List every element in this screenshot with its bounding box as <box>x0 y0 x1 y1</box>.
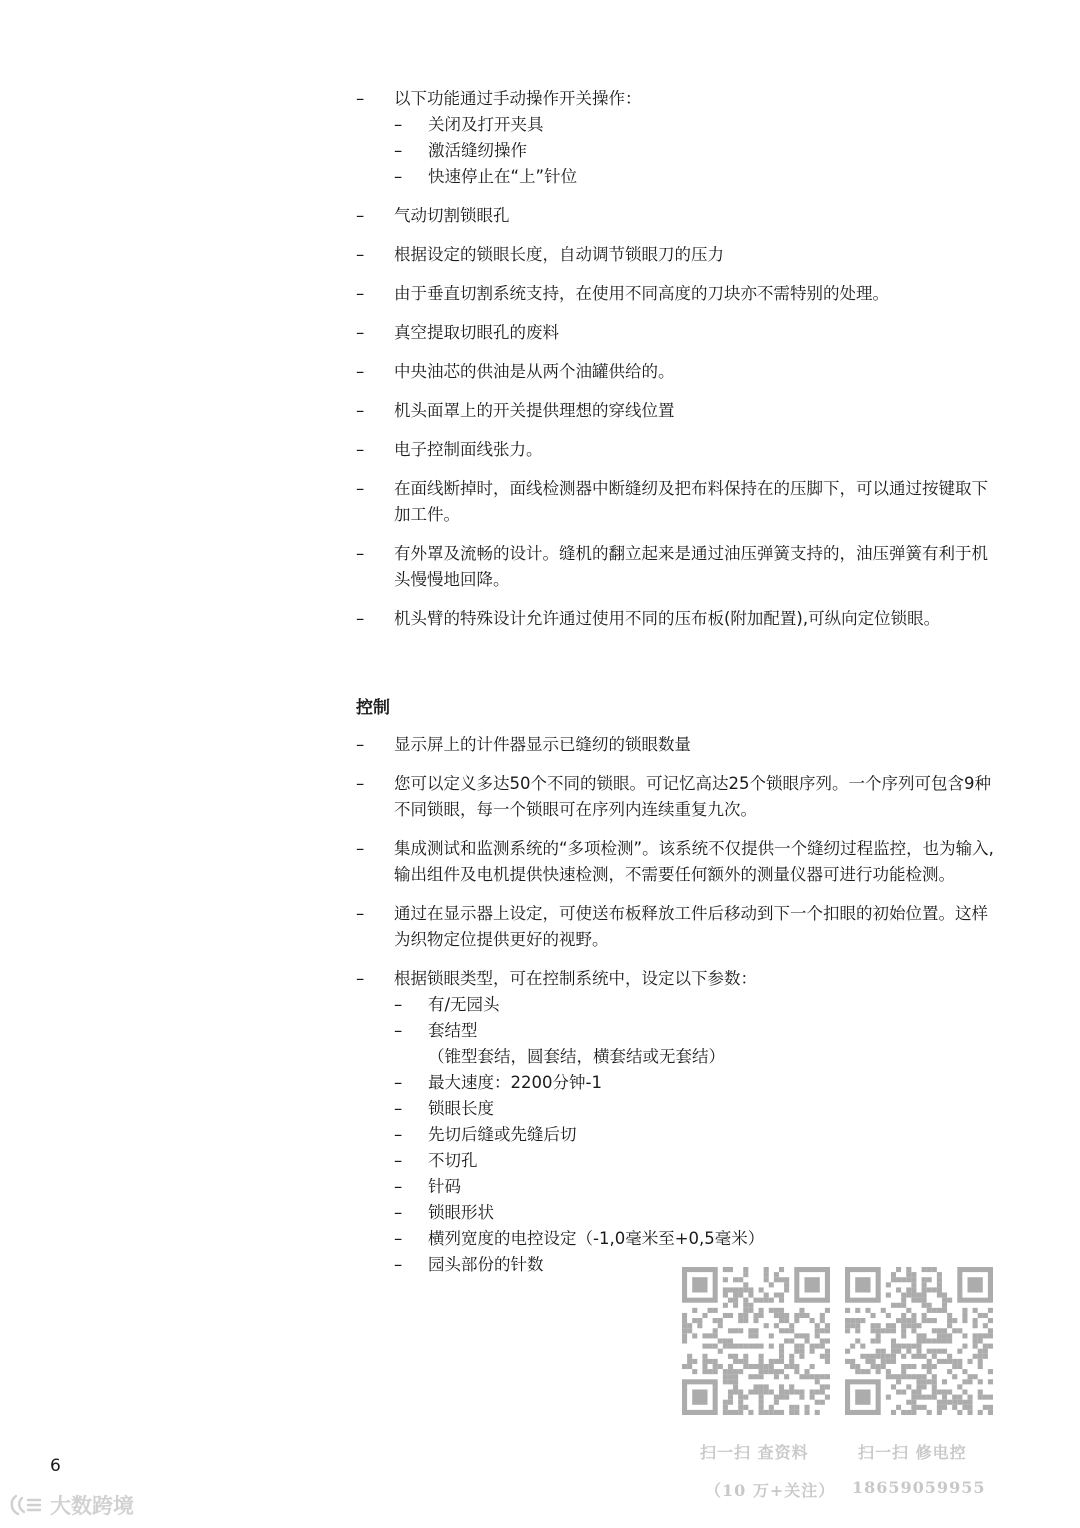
dash-bullet: – <box>394 1229 403 1248</box>
control-heading: 控制 <box>356 698 390 718</box>
features-list <box>356 86 996 645</box>
dash-bullet: – <box>394 1073 403 1092</box>
qr-code-right-graphic <box>845 1267 993 1415</box>
list-item <box>356 901 996 953</box>
sub-list-item-text: 园头部份的针数 <box>428 1255 544 1274</box>
watermark-right-sub: 18659059955 <box>852 1478 986 1497</box>
sub-list-item-text: 不切孔 <box>428 1151 478 1170</box>
dash-bullet: – <box>394 1125 403 1144</box>
dash-bullet: – <box>356 544 365 563</box>
sub-list-item-text: 锁眼形状 <box>428 1203 494 1222</box>
dash-bullet: – <box>356 440 365 459</box>
list-item-text: 真空提取切眼孔的废料 <box>394 323 559 342</box>
list-item-text: 由于垂直切割系统支持，在使用不同高度的刀块亦不需特别的处理。 <box>394 284 889 303</box>
list-item <box>356 86 996 190</box>
control-list <box>356 732 996 1291</box>
sub-list-item-note: （锥型套结，圆套结，横套结或无套结） <box>428 1047 725 1066</box>
dash-bullet: – <box>394 1177 403 1196</box>
list-item <box>356 732 996 758</box>
page-number: 6 <box>50 1456 61 1476</box>
dash-bullet: – <box>356 284 365 303</box>
list-item-text: 中央油芯的供油是从两个油罐供给的。 <box>394 362 675 381</box>
dash-bullet: – <box>356 774 365 793</box>
qr-code-left <box>682 1267 830 1415</box>
dash-bullet: – <box>356 969 365 988</box>
list-item-text: 机头臂的特殊设计允许通过使用不同的压布板(附加配置),可纵向定位锁眼。 <box>394 609 941 628</box>
list-item-text: 通过在显示器上设定，可使送布板释放工件后移动到下一个扣眼的初始位置。这样为织物定位提供更好的视野。 <box>394 904 988 949</box>
dash-bullet: – <box>394 1021 403 1040</box>
watermark-logo-text: 大数跨境 <box>50 1494 134 1518</box>
sub-list-item <box>394 164 996 190</box>
list-item-text: 电子控制面线张力。 <box>394 440 543 459</box>
dash-bullet: – <box>394 1203 403 1222</box>
sub-list-item <box>394 1148 996 1174</box>
list-item <box>356 281 996 307</box>
watermark-left-sub: （10 万+关注） <box>705 1481 836 1500</box>
list-item <box>356 242 996 268</box>
sub-list-item-text: 快速停止在“上”针位 <box>428 167 578 186</box>
list-item-text: 集成测试和监测系统的“多项检测”。该系统不仅提供一个缝纫过程监控，也为输入,输出组件及电机提供快速检测，不需要任何额外的测量仪器可进行功能检测。 <box>394 839 994 884</box>
sub-list-item-text: 先切后缝或先缝后切 <box>428 1125 577 1144</box>
sub-list-item <box>394 1174 996 1200</box>
sub-list-item <box>394 992 996 1018</box>
list-item <box>356 359 996 385</box>
watermark-left-caption: 扫一扫 查资料 <box>700 1443 809 1462</box>
list-item-text: 气动切割锁眼孔 <box>394 206 510 225</box>
dash-bullet: – <box>394 141 403 160</box>
list-item <box>356 476 996 528</box>
sub-list <box>394 992 996 1278</box>
list-item <box>356 606 996 632</box>
sub-list-item <box>394 138 996 164</box>
list-item <box>356 437 996 463</box>
dash-bullet: – <box>356 479 365 498</box>
qr-code-left-graphic <box>682 1267 830 1415</box>
list-item-text: 您可以定义多达50个不同的锁眼。可记忆高达25个锁眼序列。一个序列可包含9种不同锁眼，每一个锁眼可在序列内连续重复九次。 <box>394 774 991 819</box>
list-item <box>356 398 996 424</box>
list-item <box>356 836 996 888</box>
list-item <box>356 320 996 346</box>
sub-list-item <box>394 112 996 138</box>
dash-bullet: – <box>394 995 403 1014</box>
watermark-right-caption: 扫一扫 修电控 <box>858 1443 967 1462</box>
list-item-text: 有外罩及流畅的设计。缝机的翻立起来是通过油压弹簧支持的，油压弹簧有利于机头慢慢地回降。 <box>394 544 988 589</box>
watermark-logo <box>10 1490 134 1520</box>
list-item <box>356 771 996 823</box>
sub-list-item <box>394 1200 996 1226</box>
sub-list-item <box>394 1096 996 1122</box>
sub-list-item-text: 关闭及打开夹具 <box>428 115 544 134</box>
dash-bullet: – <box>356 401 365 420</box>
dash-bullet: – <box>356 609 365 628</box>
sub-list-item-text: 最大速度：2200分钟-1 <box>428 1073 602 1092</box>
dash-bullet: – <box>394 167 403 186</box>
sub-list-item-text: 锁眼长度 <box>428 1099 494 1118</box>
dash-bullet: – <box>356 735 365 754</box>
sub-list-item <box>394 1226 996 1252</box>
list-item-text: 根据设定的锁眼长度，自动调节锁眼刀的压力 <box>394 245 724 264</box>
dash-bullet: – <box>356 362 365 381</box>
sub-list-item-text: 激活缝纫操作 <box>428 141 527 160</box>
sub-list-item-text: 横列宽度的电控设定（-1,0毫米至+0,5毫米） <box>428 1229 765 1248</box>
list-item-text: 机头面罩上的开关提供理想的穿线位置 <box>394 401 675 420</box>
list-item-text: 以下功能通过手动操作开关操作： <box>394 89 642 108</box>
list-item <box>356 203 996 229</box>
qr-code-right <box>845 1267 993 1415</box>
sub-list-item-text: 针码 <box>428 1177 461 1196</box>
list-item-text: 显示屏上的计件器显示已缝纫的锁眼数量 <box>394 735 691 754</box>
dash-bullet: – <box>356 904 365 923</box>
list-item <box>356 966 996 1278</box>
sub-list-item-text: 套结型 <box>428 1021 478 1040</box>
dash-bullet: – <box>356 89 365 108</box>
dash-bullet: – <box>394 1151 403 1170</box>
sub-list-item <box>394 1070 996 1096</box>
dash-bullet: – <box>356 323 365 342</box>
list-item-text: 根据锁眼类型，可在控制系统中，设定以下参数： <box>394 969 757 988</box>
sub-list-item-text: 有/无园头 <box>428 995 500 1014</box>
sub-list <box>394 112 996 190</box>
list-item <box>356 541 996 593</box>
dash-bullet: – <box>356 245 365 264</box>
dash-bullet: – <box>394 1099 403 1118</box>
dash-bullet: – <box>394 1255 403 1274</box>
logo-mark-icon <box>10 1492 44 1518</box>
list-item-text: 在面线断掉时，面线检测器中断缝纫及把布料保持在的压脚下，可以通过按键取下加工件。 <box>394 479 988 524</box>
dash-bullet: – <box>356 839 365 858</box>
sub-list-item <box>394 1122 996 1148</box>
dash-bullet: – <box>356 206 365 225</box>
dash-bullet: – <box>394 115 403 134</box>
sub-list-item <box>394 1018 996 1070</box>
